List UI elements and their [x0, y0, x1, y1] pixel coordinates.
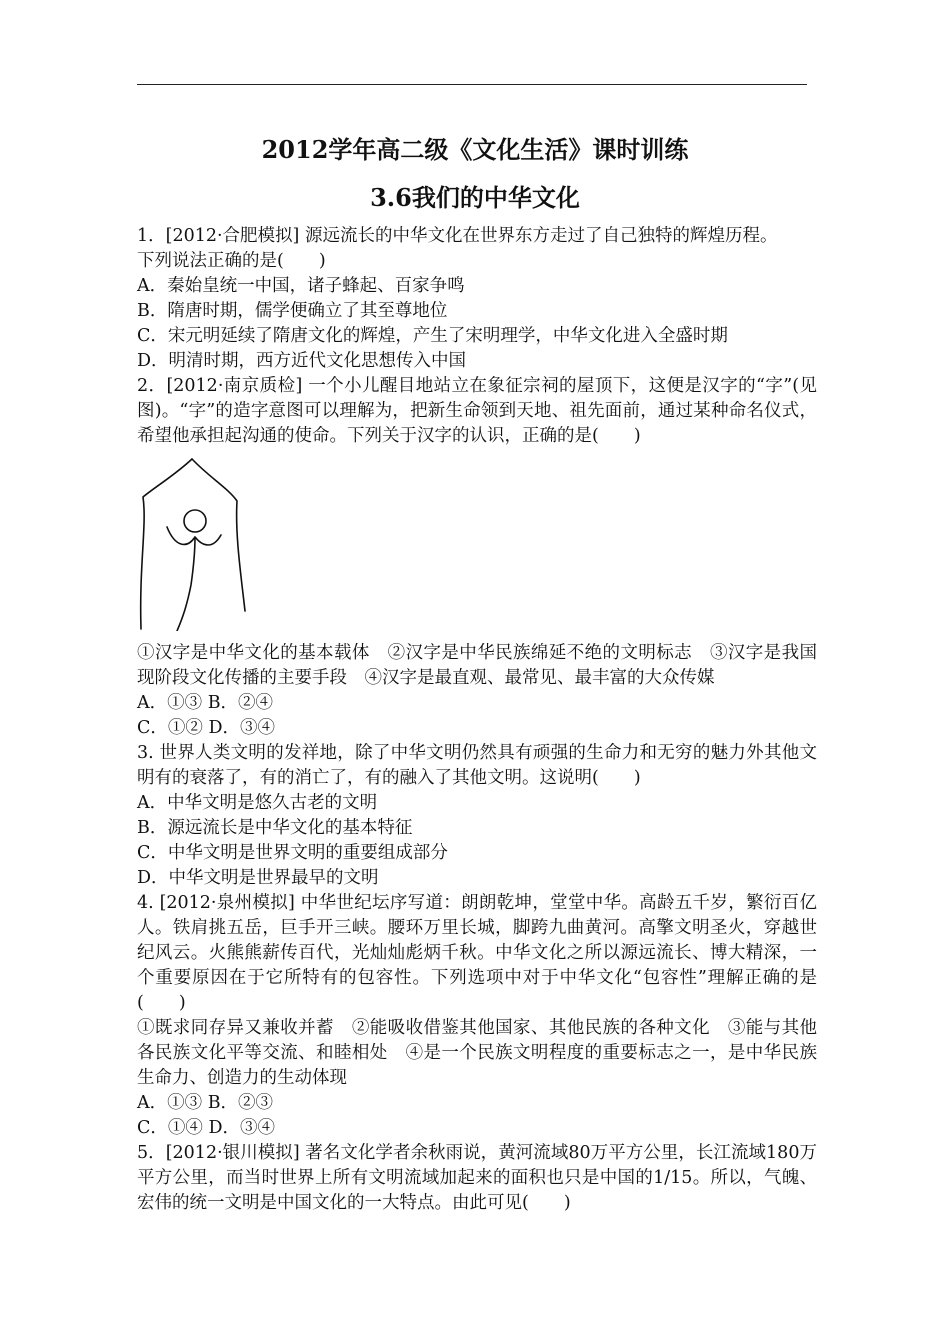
- question-stem-continued: 下列说法正确的是( ): [137, 251, 326, 271]
- page-title: 2012学年高二级《文化生活》课时训练: [261, 135, 689, 164]
- header-rule: [137, 84, 807, 85]
- option-a: A．秦始皇统一中国，诸子蜂起、百家争鸣: [137, 276, 465, 296]
- options-row-1: A．①③ B．②③: [137, 1093, 274, 1113]
- option-a: A．中华文明是悠久古老的文明: [137, 793, 378, 813]
- option-c: C．中华文明是世界文明的重要组成部分: [137, 843, 448, 863]
- question-stem: 4. [2012·泉州模拟] 中华世纪坛序写道：朗朗乾坤，堂堂中华。高龄五千岁，繁衍百亿人。铁肩挑五岳，巨手开三峡。腰环万里长城，脚跨九曲黄河。高擎文明圣火，穿越世纪风云。火熊熊薪传百代，光灿灿彪炳千秋。中华文化之所以源远流长、博大精深，一个重要原因在于它所特有的包容性。下列选项中对于中华文化“包容性”理解正确的是( ): [137, 893, 817, 1013]
- question-4: [137, 891, 817, 1141]
- option-d: D．中华文明是世界最早的文明: [137, 868, 379, 888]
- option-d: D．明清时期，西方近代文化思想传入中国: [137, 351, 467, 371]
- lesson-subtitle: 3.6我们的中华文化: [370, 183, 580, 212]
- options-row-2: C．①④ D．③④: [137, 1118, 275, 1138]
- question-stem: 2．[2012·南京质检] 一个小儿醒目地站立在象征宗祠的屋顶下，这便是汉字的“字”(见图)。“字”的造字意图可以理解为，把新生命领到天地、祖先面前，通过某种命名仪式，希望他承担起沟通的使命。下列关于汉字的认识，正确的是( ): [137, 376, 817, 446]
- question-stem: 1．[2012·合肥模拟] 源远流长的中华文化在世界东方走过了自己独特的辉煌历程。: [137, 226, 778, 246]
- ancient-character-zi-drawing-icon: [137, 455, 247, 631]
- question-list: [137, 224, 817, 1216]
- question-stem: 3. 世界人类文明的发祥地，除了中华文明仍然具有顽强的生命力和无穷的魅力外其他文明有的衰落了，有的消亡了，有的融入了其他文明。这说明( ): [137, 743, 817, 788]
- option-b: B．源远流长是中华文化的基本特征: [137, 818, 413, 838]
- statement-list: ①既求同存异又兼收并蓄 ②能吸收借鉴其他国家、其他民族的各种文化 ③能与其他各民族文化平等交流、和睦相处 ④是一个民族文明程度的重要标志之一，是中华民族生命力、创造力的生动体现: [137, 1018, 817, 1088]
- statement-list: ①汉字是中华文化的基本载体 ②汉字是中华民族绵延不绝的文明标志 ③汉字是我国现阶段文化传播的主要手段 ④汉字是最直观、最常见、最丰富的大众传媒: [137, 643, 817, 688]
- question-5: [137, 1141, 817, 1216]
- question-2: [137, 374, 817, 741]
- options-row-1: A．①③ B．②④: [137, 693, 274, 713]
- option-b: B．隋唐时期，儒学便确立了其至尊地位: [137, 301, 448, 321]
- option-c: C．宋元明延续了隋唐文化的辉煌，产生了宋明理学，中华文化进入全盛时期: [137, 326, 728, 346]
- question-stem: 5．[2012·银川模拟] 著名文化学者余秋雨说，黄河流域80万平方公里，长江流域180万平方公里，而当时世界上所有文明流域加起来的面积也只是中国的1/15。所以，气魄、宏伟的统一文明是中国文化的一大特点。由此可见( ): [137, 1143, 817, 1213]
- options-row-2: C．①② D．③④: [137, 718, 275, 738]
- question-1: [137, 224, 817, 374]
- question-3: [137, 741, 817, 891]
